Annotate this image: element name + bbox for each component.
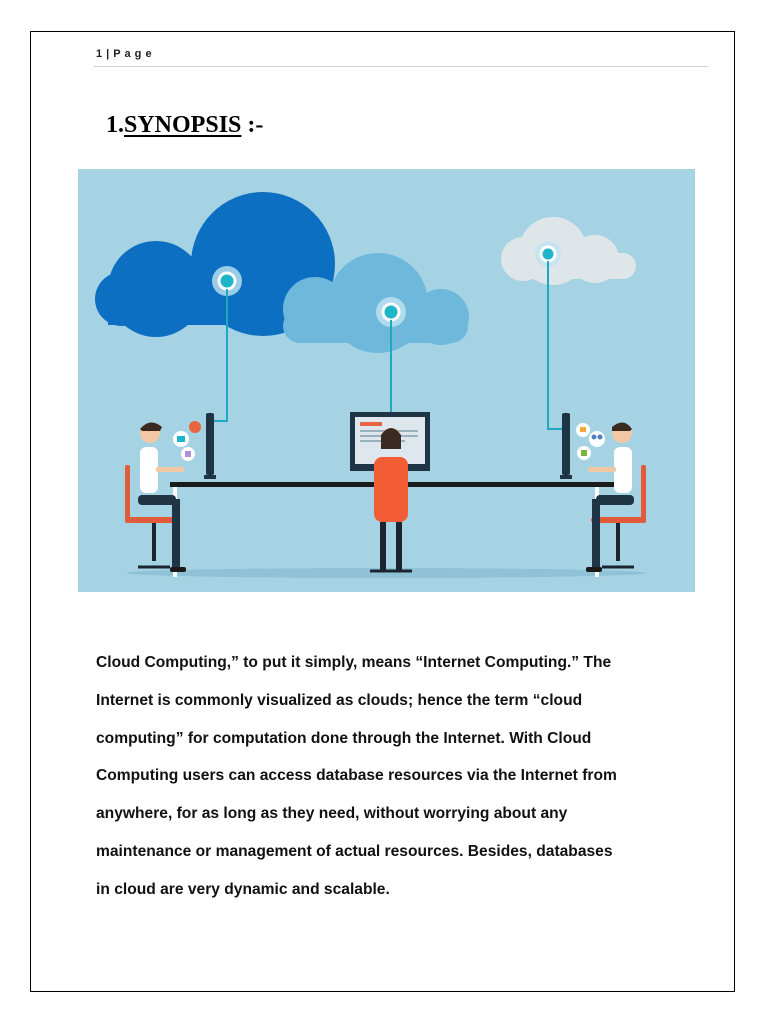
header-divider — [94, 66, 708, 67]
page-number-header: 1 | P a g e — [96, 48, 153, 60]
paragraph-line: Cloud Computing,” to put it simply, means “Internet Computing.” The — [96, 654, 612, 671]
section-heading — [106, 112, 263, 139]
paragraph-line: Computing users can access database resources via the Internet from — [96, 767, 617, 785]
section-suffix: :- — [241, 112, 264, 138]
illustration-background — [78, 169, 695, 592]
paragraph-line: anywhere, for as long as they need, without worrying about any — [96, 805, 568, 823]
synopsis-paragraph — [96, 648, 696, 913]
paragraph-line: maintenance or management of actual resources. Besides, databases — [96, 842, 613, 860]
paragraph-line: Internet is commonly visualized as clouds; hence the term “cloud — [96, 691, 583, 709]
section-number: 1. — [106, 112, 124, 138]
paragraph-line: in cloud are very dynamic and scalable. — [96, 880, 390, 898]
section-title: SYNOPSIS — [124, 112, 242, 138]
cloud-computing-illustration — [78, 169, 695, 592]
paragraph-line: computing” for computation done through the Internet. With Cloud — [96, 729, 592, 747]
